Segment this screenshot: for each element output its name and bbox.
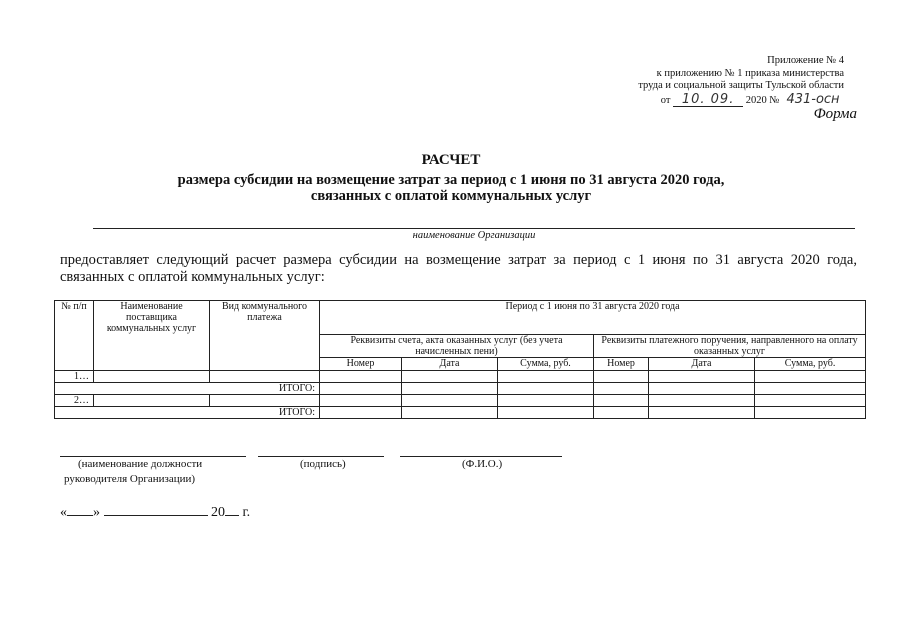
header-supplier: Наименование поставщика коммунальных услуг (94, 301, 210, 371)
month-blank (104, 503, 208, 516)
header-invoice-sum: Сумма, руб. (498, 358, 594, 371)
row-number: 1… (55, 371, 94, 383)
signature-line (258, 456, 384, 457)
row-number: 2… (55, 395, 94, 407)
intro-paragraph (60, 252, 857, 286)
position-caption-line2: руководителя Организации) (64, 473, 196, 485)
total-label: ИТОГО: (55, 407, 320, 419)
intro-line2: связанных с оплатой коммунальных услуг: (60, 269, 325, 285)
form-label: Форма (813, 106, 857, 122)
position-signature-line (60, 456, 246, 457)
document-title: РАСЧЕТ (421, 152, 481, 168)
table-row (55, 395, 866, 407)
table-total-row (55, 383, 866, 395)
ministry-name: труда и социальной защиты Тульской области (638, 80, 844, 91)
header-payment-group: Реквизиты платежного поручения, направленного на оплату оказанных услуг (594, 335, 866, 358)
header-num: № п/п (55, 301, 94, 371)
header-payment-date: Дата (649, 358, 755, 371)
fio-line (400, 456, 562, 457)
position-caption-line1: (наименование должности (78, 458, 203, 470)
header-invoice-group: Реквизиты счета, акта оказанных услуг (без учета начисленных пени) (320, 335, 594, 358)
handwritten-number: 431-осн (786, 91, 840, 107)
intro-line1: предоставляет следующий расчет размера субсидии на возмещение затрат за период с 1 июня по 31 августа 2020 года, (60, 252, 857, 268)
handwritten-date: 10. 09. (673, 93, 743, 107)
header-payment-sum: Сумма, руб. (755, 358, 866, 371)
order-date-line (638, 93, 844, 108)
year-prefix: 20 (211, 505, 225, 520)
table-total-row (55, 407, 866, 419)
year-label: 2020 № (745, 94, 780, 106)
document-subtitle-line2: связанных с оплатой коммунальных услуг (310, 188, 592, 204)
appendix-reference: к приложению № 1 приказа министерства (656, 67, 844, 79)
table-row (55, 371, 866, 383)
appendix-header (638, 55, 844, 107)
header-period: Период с 1 июня по 31 августа 2020 года (320, 301, 866, 335)
year-suffix: г. (242, 505, 251, 520)
year-blank (225, 503, 239, 516)
date-open-quote: « (60, 505, 67, 520)
day-blank (67, 503, 93, 516)
fio-caption: (Ф.И.О.) (462, 458, 503, 470)
from-label: от (660, 94, 671, 106)
total-label: ИТОГО: (55, 383, 320, 395)
date-line (60, 503, 250, 521)
organization-name-line (93, 228, 855, 229)
header-invoice-number: Номер (320, 358, 402, 371)
date-close-quote: » (93, 505, 100, 520)
header-payment-number: Номер (594, 358, 649, 371)
calculation-table (54, 300, 866, 419)
appendix-number: Приложение № 4 (767, 55, 844, 66)
header-invoice-date: Дата (402, 358, 498, 371)
document-subtitle-line1: размера субсидии на возмещение затрат за период с 1 июня по 31 августа 2020 года, (177, 172, 725, 188)
header-payment-type: Вид коммунального платежа (210, 301, 320, 371)
signature-caption: (подпись) (300, 458, 346, 470)
organization-caption: наименование Организации (412, 230, 536, 241)
